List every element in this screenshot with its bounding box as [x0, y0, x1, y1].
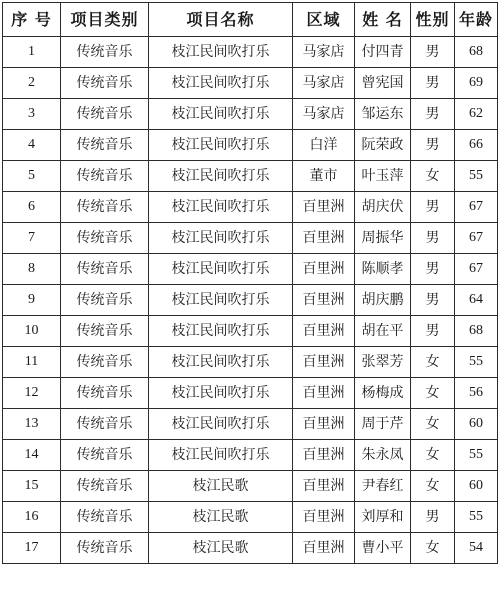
table-row: [3, 533, 498, 564]
cell-region: 百里洲: [293, 223, 355, 254]
cell-index: 7: [3, 223, 61, 254]
cell-age: 60: [455, 471, 498, 502]
cell-person-name: 叶玉萍: [355, 161, 411, 192]
cell-category: 传统音乐: [61, 533, 149, 564]
cell-person-name: 胡庆伏: [355, 192, 411, 223]
cell-project-name: 枝江民间吹打乐: [149, 409, 293, 440]
cell-person-name: 付四青: [355, 37, 411, 68]
cell-gender: 男: [411, 254, 455, 285]
cell-index: 2: [3, 68, 61, 99]
cell-age: 55: [455, 502, 498, 533]
cell-category: 传统音乐: [61, 409, 149, 440]
table-row: [3, 440, 498, 471]
cell-age: 67: [455, 254, 498, 285]
cell-index: 5: [3, 161, 61, 192]
cell-region: 百里洲: [293, 409, 355, 440]
cell-project-name: 枝江民间吹打乐: [149, 316, 293, 347]
cell-person-name: 周振华: [355, 223, 411, 254]
cell-age: 64: [455, 285, 498, 316]
cell-project-name: 枝江民歌: [149, 533, 293, 564]
inheritor-table: [2, 2, 498, 564]
cell-category: 传统音乐: [61, 223, 149, 254]
cell-gender: 男: [411, 502, 455, 533]
cell-gender: 男: [411, 192, 455, 223]
table-row: [3, 471, 498, 502]
cell-age: 55: [455, 347, 498, 378]
cell-gender: 男: [411, 285, 455, 316]
table-row: [3, 161, 498, 192]
cell-project-name: 枝江民间吹打乐: [149, 192, 293, 223]
cell-person-name: 胡庆鹏: [355, 285, 411, 316]
cell-age: 55: [455, 440, 498, 471]
header-age: 年龄: [455, 3, 498, 37]
cell-project-name: 枝江民间吹打乐: [149, 161, 293, 192]
header-category: 项目类别: [61, 3, 149, 37]
cell-region: 马家店: [293, 37, 355, 68]
header-region: 区域: [293, 3, 355, 37]
cell-project-name: 枝江民间吹打乐: [149, 99, 293, 130]
cell-region: 百里洲: [293, 285, 355, 316]
cell-age: 67: [455, 192, 498, 223]
cell-person-name: 张翠芳: [355, 347, 411, 378]
cell-gender: 女: [411, 533, 455, 564]
cell-category: 传统音乐: [61, 161, 149, 192]
cell-index: 9: [3, 285, 61, 316]
cell-index: 12: [3, 378, 61, 409]
cell-person-name: 陈顺孝: [355, 254, 411, 285]
cell-index: 11: [3, 347, 61, 378]
cell-project-name: 枝江民间吹打乐: [149, 440, 293, 471]
cell-category: 传统音乐: [61, 37, 149, 68]
cell-project-name: 枝江民间吹打乐: [149, 37, 293, 68]
cell-index: 16: [3, 502, 61, 533]
cell-project-name: 枝江民间吹打乐: [149, 130, 293, 161]
cell-category: 传统音乐: [61, 192, 149, 223]
cell-project-name: 枝江民间吹打乐: [149, 347, 293, 378]
cell-index: 4: [3, 130, 61, 161]
cell-age: 69: [455, 68, 498, 99]
cell-project-name: 枝江民间吹打乐: [149, 254, 293, 285]
table-row: [3, 37, 498, 68]
cell-gender: 男: [411, 99, 455, 130]
cell-age: 67: [455, 223, 498, 254]
cell-region: 百里洲: [293, 254, 355, 285]
table-row: [3, 378, 498, 409]
cell-category: 传统音乐: [61, 378, 149, 409]
header-gender: 性别: [411, 3, 455, 37]
cell-age: 56: [455, 378, 498, 409]
cell-gender: 女: [411, 440, 455, 471]
cell-gender: 女: [411, 471, 455, 502]
cell-category: 传统音乐: [61, 347, 149, 378]
table-row: [3, 130, 498, 161]
cell-category: 传统音乐: [61, 316, 149, 347]
cell-age: 66: [455, 130, 498, 161]
cell-region: 董市: [293, 161, 355, 192]
cell-project-name: 枝江民间吹打乐: [149, 223, 293, 254]
cell-age: 54: [455, 533, 498, 564]
cell-person-name: 杨梅成: [355, 378, 411, 409]
cell-gender: 男: [411, 130, 455, 161]
cell-index: 3: [3, 99, 61, 130]
cell-age: 60: [455, 409, 498, 440]
cell-project-name: 枝江民间吹打乐: [149, 378, 293, 409]
table-row: [3, 502, 498, 533]
cell-gender: 女: [411, 347, 455, 378]
cell-category: 传统音乐: [61, 130, 149, 161]
cell-region: 百里洲: [293, 192, 355, 223]
cell-region: 百里洲: [293, 502, 355, 533]
cell-index: 15: [3, 471, 61, 502]
cell-gender: 男: [411, 68, 455, 99]
cell-gender: 女: [411, 378, 455, 409]
cell-category: 传统音乐: [61, 99, 149, 130]
cell-person-name: 胡在平: [355, 316, 411, 347]
cell-index: 1: [3, 37, 61, 68]
table-row: [3, 409, 498, 440]
cell-project-name: 枝江民间吹打乐: [149, 68, 293, 99]
table-row: [3, 192, 498, 223]
table-row: [3, 316, 498, 347]
cell-person-name: 阮荣政: [355, 130, 411, 161]
cell-region: 马家店: [293, 68, 355, 99]
table-body: [3, 37, 498, 564]
cell-person-name: 周于芹: [355, 409, 411, 440]
cell-age: 55: [455, 161, 498, 192]
cell-category: 传统音乐: [61, 471, 149, 502]
table-row: [3, 99, 498, 130]
cell-category: 传统音乐: [61, 285, 149, 316]
cell-person-name: 刘厚和: [355, 502, 411, 533]
cell-gender: 女: [411, 161, 455, 192]
table-row: [3, 347, 498, 378]
cell-person-name: 邹运东: [355, 99, 411, 130]
table-header-row: [3, 3, 498, 37]
cell-category: 传统音乐: [61, 68, 149, 99]
cell-category: 传统音乐: [61, 502, 149, 533]
header-index: 序 号: [3, 3, 61, 37]
cell-gender: 男: [411, 223, 455, 254]
table-row: [3, 254, 498, 285]
cell-gender: 女: [411, 409, 455, 440]
cell-index: 10: [3, 316, 61, 347]
cell-category: 传统音乐: [61, 440, 149, 471]
cell-index: 6: [3, 192, 61, 223]
cell-project-name: 枝江民间吹打乐: [149, 285, 293, 316]
roster-document: [2, 2, 497, 564]
cell-index: 8: [3, 254, 61, 285]
cell-index: 17: [3, 533, 61, 564]
cell-region: 百里洲: [293, 378, 355, 409]
cell-index: 13: [3, 409, 61, 440]
cell-gender: 男: [411, 316, 455, 347]
header-project-name: 项目名称: [149, 3, 293, 37]
cell-project-name: 枝江民歌: [149, 471, 293, 502]
cell-region: 百里洲: [293, 533, 355, 564]
cell-person-name: 朱永凤: [355, 440, 411, 471]
cell-project-name: 枝江民歌: [149, 502, 293, 533]
table-row: [3, 68, 498, 99]
cell-age: 68: [455, 37, 498, 68]
cell-region: 百里洲: [293, 440, 355, 471]
cell-person-name: 尹春红: [355, 471, 411, 502]
cell-person-name: 曾宪国: [355, 68, 411, 99]
cell-index: 14: [3, 440, 61, 471]
cell-category: 传统音乐: [61, 254, 149, 285]
cell-age: 68: [455, 316, 498, 347]
cell-age: 62: [455, 99, 498, 130]
cell-region: 白洋: [293, 130, 355, 161]
table-row: [3, 223, 498, 254]
table-row: [3, 285, 498, 316]
cell-region: 百里洲: [293, 347, 355, 378]
cell-gender: 男: [411, 37, 455, 68]
cell-person-name: 曹小平: [355, 533, 411, 564]
cell-region: 百里洲: [293, 316, 355, 347]
cell-region: 马家店: [293, 99, 355, 130]
header-person-name: 姓 名: [355, 3, 411, 37]
cell-region: 百里洲: [293, 471, 355, 502]
